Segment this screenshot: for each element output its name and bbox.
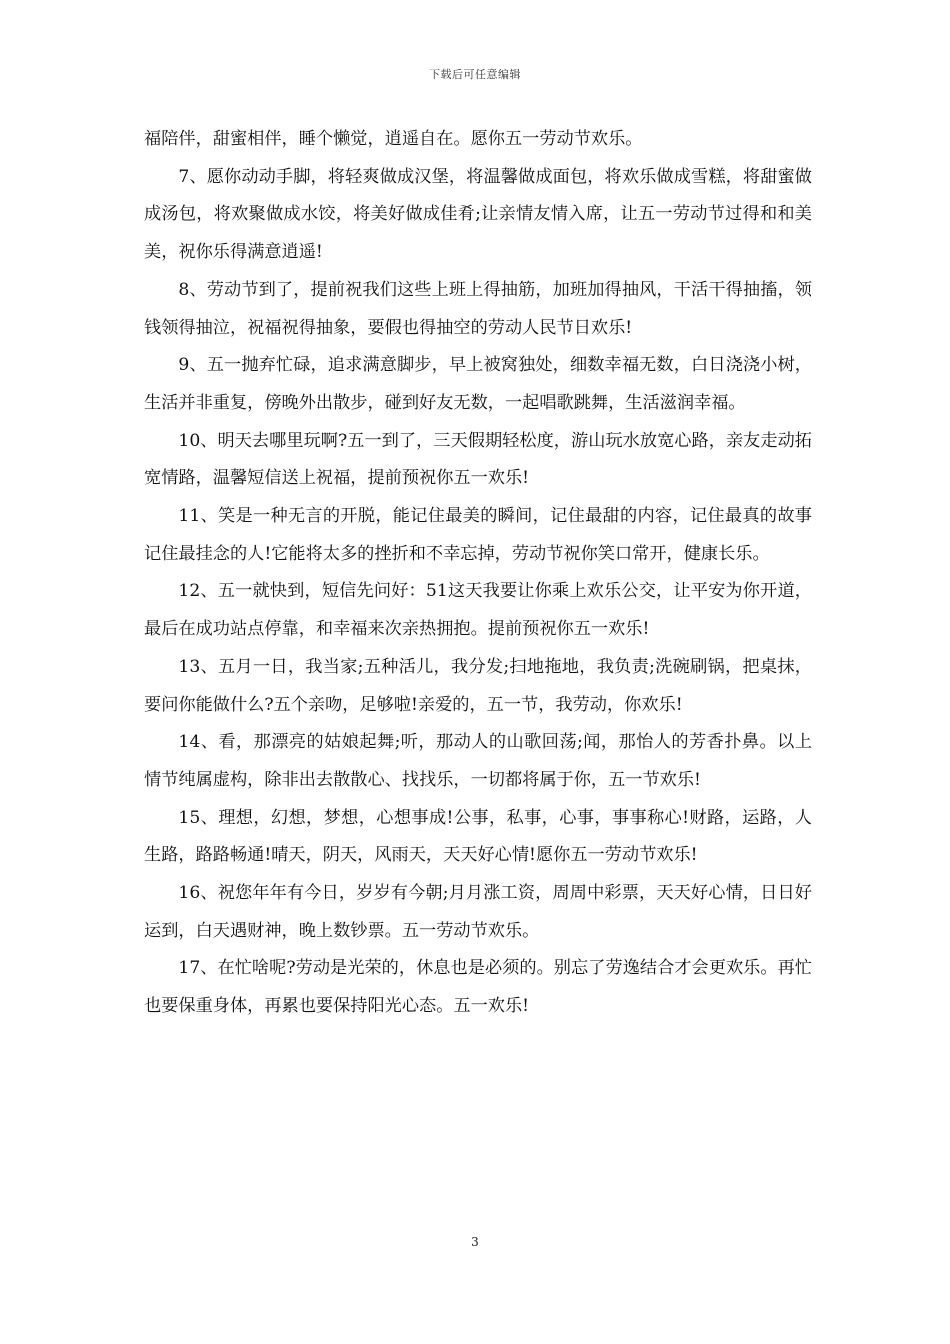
paragraph-item-8: 8、劳动节到了，提前祝我们这些上班上得抽筋，加班加得抽风，干活干得抽搐，领钱领得抽泣，祝福祝得抽象，要假也得抽空的劳动人民节日欢乐!: [144, 279, 812, 338]
paragraph-item-7: 7、愿你动动手脚，将轻爽做成汉堡，将温馨做成面包，将欢乐做成雪糕，将甜蜜做成汤包，将欢聚做成水饺，将美好做成佳肴;让亲情友情入席，让五一劳动节过得和和美美，祝你乐得满意逍遥!: [144, 166, 812, 263]
paragraph-continuation: 福陪伴，甜蜜相伴，睡个懒觉，逍遥自在。愿你五一劳动节欢乐。: [144, 129, 643, 149]
paragraph-item-12: 12、五一就快到，短信先问好：51这天我要让你乘上欢乐公交，让平安为你开道，最后在成功站点停靠，和幸福来次亲热拥抱。提前预祝你五一欢乐!: [144, 581, 812, 640]
paragraph-item-15: 15、理想，幻想，梦想，心想事成!公事，私事，心事，事事称心!财路，运路，人生路，路路畅通!晴天，阴天，风雨天，天天好心情!愿你五一劳动节欢乐!: [144, 807, 812, 866]
paragraph-item-13: 13、五月一日，我当家;五种活儿，我分发;扫地拖地，我负责;洗碗刷锅，把桌抹，要问你能做什么?五个亲吻，足够啦!亲爱的，五一节，我劳动，你欢乐!: [144, 656, 812, 715]
page-number: 3: [471, 1235, 479, 1249]
paragraph-item-11: 11、笑是一种无言的开脱，能记住最美的瞬间，记住最甜的内容，记住最真的故事记住最挂念的人!它能将太多的挫折和不幸忘掉，劳动节祝你笑口常开，健康长乐。: [144, 506, 812, 564]
paragraph-item-16: 16、祝您年年有今日，岁岁有今朝;月月涨工资，周周中彩票，天天好心情，日日好运到，白天遇财神，晚上数钞票。五一劳动节欢乐。: [144, 883, 812, 941]
paragraph-item-17: 17、在忙啥呢?劳动是光荣的，休息也是必须的。别忘了劳逸结合才会更欢乐。再忙也要保重身体，再累也要保持阳光心态。五一欢乐!: [144, 958, 812, 1017]
paragraph-item-9: 9、五一抛弃忙碌，追求满意脚步，早上被窝独处，细数幸福无数，白日浇浇小树，生活并非重复，傍晚外出散步，碰到好友无数，一起唱歌跳舞，生活滋润幸福。: [144, 355, 812, 413]
paragraph-item-10: 10、明天去哪里玩啊?五一到了，三天假期轻松度，游山玩水放宽心路，亲友走动拓宽情路，温馨短信送上祝福，提前预祝你五一欢乐!: [144, 430, 812, 489]
document-body: [144, 121, 812, 1026]
page-header: 下载后可任意编辑: [429, 68, 521, 81]
paragraph-item-14: 14、看，那漂亮的姑娘起舞;听，那动人的山歌回荡;闻，那怡人的芳香扑鼻。以上情节纯属虚构，除非出去散散心、找找乐，一切都将属于你，五一节欢乐!: [144, 732, 812, 790]
